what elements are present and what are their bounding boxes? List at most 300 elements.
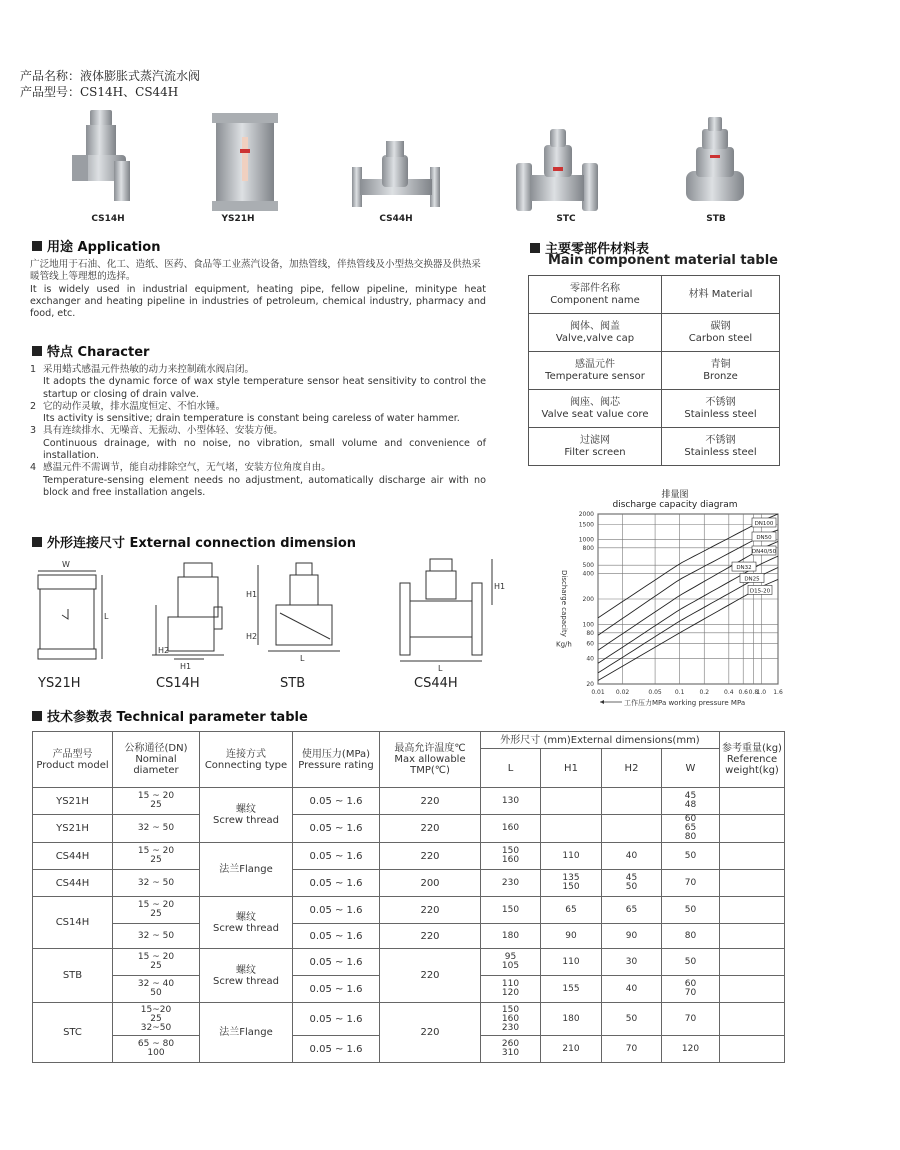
cell-line: 110	[501, 979, 520, 989]
cell-line: 105	[501, 961, 520, 971]
table-cell: 青铜 Bronze	[662, 352, 780, 390]
cell-text: YS21H	[56, 823, 89, 834]
cell-l	[481, 976, 541, 1003]
cell-pressure	[293, 1036, 380, 1063]
product-label-cs14h: CS14H	[91, 214, 125, 224]
cell-dn	[113, 870, 200, 897]
dim-mark-h2: H2	[158, 646, 170, 655]
materials-heading-en: Main component material table	[548, 253, 778, 268]
cell-line: 150	[501, 904, 520, 915]
cell-model	[33, 788, 113, 815]
series-line	[598, 556, 778, 663]
table-row	[529, 276, 780, 314]
dim-mark-l-stb: L	[300, 654, 305, 663]
ys21h-photo	[212, 113, 278, 211]
dim-mark-h2-stb: H2	[246, 632, 258, 641]
dim-mark-w: W	[62, 560, 70, 569]
cell-l	[481, 1003, 541, 1036]
table-cell: 阀座、阀芯 Valve seat value core	[529, 390, 662, 428]
col-header-model: 产品型号 Product model	[33, 732, 113, 788]
cell-tmp	[380, 1003, 481, 1063]
cell-text: 220	[420, 1027, 440, 1038]
cell-line: 70	[684, 988, 697, 998]
cell-line: 150	[562, 882, 580, 892]
cell-h2	[602, 924, 662, 949]
cell-weight	[720, 870, 785, 897]
table-row	[33, 815, 785, 843]
dim-mark-h-cs44h: H1	[494, 582, 506, 591]
cell-h1	[541, 870, 602, 897]
col-header-dims: 外形尺寸 (mm)External dimensions(mm)	[481, 732, 720, 749]
cell-line: 65	[684, 823, 697, 833]
material-table	[528, 275, 780, 466]
x-axis-label: 工作压力MPa working pressure MPa	[624, 699, 746, 707]
conn-flange: 法兰Flange	[219, 864, 273, 875]
conn-en: Screw thread	[212, 975, 280, 987]
cell-pressure	[293, 976, 380, 1003]
cell-line: 25	[150, 855, 162, 865]
cell-text: CS14H	[55, 917, 90, 928]
cell-line: 180	[562, 1013, 580, 1024]
cell-h2	[602, 949, 662, 976]
conn-cn: 螺纹	[236, 964, 256, 976]
cell-dn	[113, 924, 200, 949]
cell-line: 60	[684, 814, 697, 824]
cell-w	[662, 897, 720, 924]
cell-tmp	[380, 870, 481, 897]
cell-weight	[720, 788, 785, 815]
cell-line: 40	[625, 983, 638, 994]
cell-model	[33, 897, 113, 949]
cell-line: 15 ~ 20	[137, 900, 175, 910]
table-header-row	[33, 732, 785, 749]
cell-l	[481, 815, 541, 843]
cell-l	[481, 870, 541, 897]
cell-h1	[541, 788, 602, 815]
col-header-h2: H2	[602, 749, 662, 788]
table-row	[33, 788, 785, 815]
cell-h2	[602, 870, 662, 897]
cell-line: 32 ~ 50	[137, 877, 175, 888]
cell-tmp	[380, 924, 481, 949]
character-list	[30, 364, 486, 499]
y-tick-label: 400	[582, 570, 594, 578]
table-row	[529, 390, 780, 428]
cell-text: STB	[62, 970, 83, 981]
cell-h1	[541, 1036, 602, 1063]
cell-tmp	[380, 788, 481, 815]
cell-line: 48	[684, 800, 697, 810]
drawing-label-stb: STB	[280, 676, 306, 691]
x-tick-label: 0.6	[738, 689, 748, 696]
x-tick-label: 0.2	[699, 689, 710, 696]
table-row	[33, 870, 785, 897]
product-label-stb: STB	[706, 214, 726, 224]
cell-text: STC	[63, 1027, 82, 1038]
cell-line: 180	[501, 930, 520, 941]
cell-line: 32 ~ 50	[137, 823, 175, 833]
cell-line: 25	[150, 1013, 162, 1024]
cell-line: 50	[625, 1013, 638, 1024]
cell-line: 210	[562, 1043, 580, 1054]
cell-model	[33, 843, 113, 870]
cell-line: 130	[501, 795, 520, 806]
table-cell: 不锈钢 Stainless steel	[662, 428, 780, 466]
cell-h2	[602, 976, 662, 1003]
cell-h2	[602, 897, 662, 924]
cell-dn	[113, 897, 200, 924]
drawing-label-cs14h: CS14H	[156, 676, 200, 691]
cell-text: 0.05 ~ 1.6	[309, 930, 363, 942]
cell-line: 15 ~ 20	[137, 952, 175, 962]
x-tick-label: 0.05	[648, 689, 662, 696]
cell-text: 220	[420, 795, 440, 807]
cell-weight	[720, 924, 785, 949]
table-cell: 碳钢 Carbon steel	[662, 314, 780, 352]
character-item: 4 感温元件不需调节，能自动排除空气，无气堵，安装方位角度自由。 Temperature-sensing element needs no adjustment, automatically discharge air with no block and free installation angels.	[30, 462, 486, 498]
cell-line: 310	[501, 1048, 520, 1058]
cell-text: 0.05 ~ 1.6	[309, 956, 363, 968]
table-row	[33, 924, 785, 949]
cell-w	[662, 976, 720, 1003]
product-photo-strip	[70, 105, 790, 230]
cell-model	[33, 815, 113, 843]
cell-pressure	[293, 924, 380, 949]
cell-line: 25	[150, 800, 162, 810]
bullet-square-icon	[32, 711, 42, 721]
x-tick-label: 0.4	[724, 689, 734, 696]
table-cell: 不锈钢 Stainless steel	[662, 390, 780, 428]
cell-model	[33, 1003, 113, 1063]
cell-line: 80	[684, 930, 697, 941]
cell-line: 65 ~ 80	[137, 1039, 175, 1049]
cell-dn	[113, 843, 200, 870]
table-row	[529, 428, 780, 466]
cs44h-photo	[352, 141, 440, 207]
product-model-line: 产品型号：CS14H、CS44H	[20, 85, 179, 99]
character-item: 1 采用蜡式感温元件热敏的动力来控制疏水阀启闭。 It adopts the dynamic force of wax style temperature sensor heat sensitivity to control the startup or closing of drain valve.	[30, 364, 486, 400]
series-label: DN100	[754, 521, 774, 527]
table-cell: 材料 Material	[662, 276, 780, 314]
cell-line: 120	[501, 988, 520, 998]
cell-text: CS44H	[55, 877, 90, 889]
y-tick-label: 1500	[578, 521, 594, 529]
cell-l	[481, 897, 541, 924]
stb-photo	[686, 117, 744, 201]
cell-line: 45	[625, 873, 638, 883]
dim-mark-l: L	[104, 612, 109, 621]
cell-connection	[200, 843, 293, 897]
cs44h-drawing	[400, 559, 492, 661]
cell-dn	[113, 976, 200, 1003]
product-name-line: 产品名称：液体膨胀式蒸汽流水阀	[20, 69, 201, 83]
cell-text: 220	[420, 904, 440, 916]
table-cell: 过滤网 Filter screen	[529, 428, 662, 466]
ys21h-drawing	[38, 571, 102, 659]
cell-weight	[720, 1036, 785, 1063]
cell-text: 220	[420, 970, 440, 981]
technical-heading: 技术参数表 Technical parameter table	[32, 706, 308, 725]
cell-line: 100	[147, 1048, 165, 1058]
product-label-stc: STC	[556, 214, 576, 224]
cell-line: 150	[501, 1004, 520, 1015]
cell-weight	[720, 1003, 785, 1036]
col-header-h1: H1	[541, 749, 602, 788]
cell-line: 70	[625, 1043, 638, 1054]
cell-dn	[113, 1036, 200, 1063]
series-line	[598, 568, 778, 673]
application-heading: 用途 Application	[32, 236, 160, 255]
cell-h2	[602, 1003, 662, 1036]
cell-line: 230	[501, 1022, 520, 1033]
x-tick-label: 0.02	[615, 689, 630, 696]
cell-pressure	[293, 843, 380, 870]
cell-text: 0.05 ~ 1.6	[309, 983, 363, 995]
cell-weight	[720, 843, 785, 870]
cell-w	[662, 815, 720, 843]
table-cell: 零部件名称 Component name	[529, 276, 662, 314]
table-row	[33, 843, 785, 870]
cell-pressure	[293, 815, 380, 843]
cell-line: 65	[625, 904, 638, 915]
cell-line: 50	[684, 850, 697, 861]
y-tick-label: 20	[586, 681, 594, 688]
bullet-square-icon	[530, 243, 540, 253]
cell-l	[481, 949, 541, 976]
cell-line: 110	[562, 850, 580, 861]
x-tick-label: 1.0	[756, 689, 767, 696]
y-tick-label: 200	[582, 596, 594, 603]
table-row	[529, 352, 780, 390]
table-row	[529, 314, 780, 352]
cell-line: 90	[565, 930, 577, 941]
drawing-label-cs44h: CS44H	[414, 676, 458, 691]
cell-w	[662, 870, 720, 897]
x-tick-label: 0.1	[674, 689, 685, 696]
cell-weight	[720, 815, 785, 843]
table-row	[33, 949, 785, 976]
series-line	[598, 542, 778, 651]
arrow-head-icon	[600, 700, 604, 704]
chart-title-block	[560, 490, 790, 510]
cell-line: 160	[501, 823, 520, 833]
cell-line: 45	[684, 791, 697, 801]
cell-line: 90	[625, 930, 638, 941]
x-tick-label: 1.6	[773, 689, 783, 696]
character-item: 3 具有连续排水、无噪音、无振动、小型体轻、安装方便。 Continuous drainage, with no noise, no vibration, small volume and convenience of installation.	[30, 425, 486, 462]
y-tick-label: 40	[586, 655, 594, 663]
table-row	[33, 1003, 785, 1036]
cell-line: 32~50	[140, 1022, 172, 1033]
col-header-weight: 参考重量(kg) Reference weight(kg)	[720, 732, 785, 788]
cell-text: 0.05 ~ 1.6	[309, 850, 363, 862]
y-tick-label: 2000	[578, 511, 594, 518]
cell-dn	[113, 1003, 200, 1036]
dimension-drawings	[28, 555, 508, 675]
cell-line: 25	[150, 909, 162, 919]
cell-line: 160	[501, 1013, 520, 1024]
cell-line: 50	[684, 956, 697, 967]
cell-text: 0.05 ~ 1.6	[309, 1043, 363, 1055]
series-label: DN40/50	[751, 549, 777, 555]
stb-drawing	[258, 563, 340, 651]
cell-text: 0.05 ~ 1.6	[309, 823, 363, 834]
application-en: It is widely used in industrial equipment, heating pipe, fellow pipeline, minitype heat exchanger and heating pipeline in industries of petroleum, chemical industry, pharmacy and food, etc.	[30, 283, 486, 320]
y-tick-label: 800	[582, 544, 594, 552]
cell-weight	[720, 949, 785, 976]
cell-text: 220	[420, 930, 440, 942]
cell-line: 95	[504, 952, 517, 962]
cell-l	[481, 788, 541, 815]
cell-w	[662, 843, 720, 870]
col-header-pressure: 使用压力(MPa) Pressure rating	[293, 732, 380, 788]
cell-line: 40	[625, 850, 638, 861]
dim-mark-h1: H1	[180, 662, 192, 671]
dim-mark-h1-stb: H1	[246, 590, 258, 599]
col-header-dn: 公称通径(DN) Nominal diameter	[113, 732, 200, 788]
product-label-ys21h: YS21H	[221, 214, 255, 224]
cell-line: 32 ~ 50	[137, 930, 175, 941]
cell-l	[481, 843, 541, 870]
cell-line: 32 ~ 40	[137, 979, 175, 989]
cs14h-drawing	[152, 563, 224, 659]
cell-line: 15 ~ 20	[137, 791, 175, 801]
cell-line: 50	[625, 882, 638, 892]
bullet-square-icon	[32, 241, 42, 251]
cell-weight	[720, 897, 785, 924]
col-header-tmp: 最高允许温度℃ Max allowable TMP(℃)	[380, 732, 481, 788]
y-tick-label: 80	[586, 629, 594, 637]
cell-line: 70	[684, 1013, 697, 1024]
character-item: 2 它的动作灵敏，排水温度恒定、不怕水锤。 Its activity is sensitive; drain temperature is constant being careless of water hammer.	[30, 400, 460, 425]
cell-h2	[602, 843, 662, 870]
x-tick-label: 0.8	[748, 689, 759, 696]
materials-heading: 主要零部件材料表	[530, 238, 649, 257]
table-cell: 感温元件 Temperature sensor	[529, 352, 662, 390]
cell-line: 50	[150, 988, 162, 998]
cell-connection	[200, 949, 293, 1003]
cell-line: 155	[562, 983, 580, 994]
cell-dn	[113, 788, 200, 815]
cell-l	[481, 924, 541, 949]
cell-w	[662, 924, 720, 949]
cell-w	[662, 949, 720, 976]
cell-text: 0.05 ~ 1.6	[309, 795, 363, 807]
cell-line: 15~20	[140, 1004, 172, 1015]
series-label: DN32	[736, 565, 752, 572]
cell-line: 120	[681, 1043, 700, 1054]
application-text	[30, 259, 486, 320]
cell-line: 65	[565, 904, 577, 915]
cell-text: 220	[420, 823, 440, 834]
cell-tmp	[380, 843, 481, 870]
cell-h1	[541, 949, 602, 976]
chart-title: 排量图	[661, 490, 689, 500]
cell-line: 50	[684, 904, 697, 915]
cell-text: 0.05 ~ 1.6	[309, 1013, 363, 1025]
cell-w	[662, 1003, 720, 1036]
cell-text: CS44H	[55, 850, 90, 862]
cell-pressure	[293, 870, 380, 897]
cell-line: 160	[501, 855, 520, 865]
y-axis-unit: Kg/h	[556, 640, 572, 649]
bullet-square-icon	[32, 537, 42, 547]
x-tick-label: 0.01	[591, 689, 605, 696]
dim-mark-l-cs44h: L	[438, 664, 443, 673]
cell-line: 230	[501, 877, 520, 888]
cell-tmp	[380, 815, 481, 843]
cell-line: 25	[150, 961, 162, 971]
cs14h-photo	[72, 110, 130, 201]
cell-dn	[113, 815, 200, 843]
y-tick-label: 1000	[578, 536, 594, 544]
cell-h1	[541, 1003, 602, 1036]
dimension-heading: 外形连接尺寸 External connection dimension	[32, 532, 356, 551]
cell-pressure	[293, 949, 380, 976]
cell-line: 15 ~ 20	[137, 846, 175, 856]
cell-h1	[541, 976, 602, 1003]
product-label-cs44h: CS44H	[379, 214, 413, 224]
application-cn: 广泛地用于石油、化工、造纸、医药、食品等工业蒸汽设备，加热管线，伴热管线及小型热交换器及供热采暖管线上等理想的选择。	[30, 259, 481, 283]
cell-h2	[602, 1036, 662, 1063]
chart-subtitle: discharge capacity diagram	[612, 500, 738, 510]
y-axis-label: Discharge capacity	[560, 570, 568, 637]
cell-weight	[720, 976, 785, 1003]
cell-connection	[200, 788, 293, 843]
cell-connection	[200, 1003, 293, 1063]
cell-text: 220	[420, 850, 440, 862]
cell-pressure	[293, 1003, 380, 1036]
cell-line: 260	[501, 1039, 520, 1049]
col-header-l: L	[481, 749, 541, 788]
cell-text: 0.05 ~ 1.6	[309, 904, 363, 916]
table-cell: 阀体、阀盖 Valve,valve cap	[529, 314, 662, 352]
cell-text: YS21H	[56, 795, 89, 807]
bullet-square-icon	[32, 346, 42, 356]
cell-h1	[541, 815, 602, 843]
col-header-w: W	[662, 749, 720, 788]
cell-line: 30	[625, 956, 638, 967]
conn-cn: 螺纹	[236, 804, 256, 815]
cell-dn	[113, 949, 200, 976]
series-label: DN25	[744, 576, 760, 583]
cell-text: 0.05 ~ 1.6	[309, 877, 363, 889]
series-label: DN50	[756, 535, 772, 541]
conn-cn: 螺纹	[236, 911, 256, 923]
cell-h2	[602, 815, 662, 843]
cell-h1	[541, 897, 602, 924]
cell-h1	[541, 843, 602, 870]
cell-pressure	[293, 897, 380, 924]
cell-line: 80	[684, 832, 697, 842]
cell-text: 200	[420, 877, 440, 889]
y-tick-label: 60	[586, 640, 594, 648]
cell-h2	[602, 788, 662, 815]
col-header-conn: 连接方式 Connecting type	[200, 732, 293, 788]
cell-h1	[541, 924, 602, 949]
y-tick-label: 100	[582, 621, 594, 629]
y-tick-label: 500	[582, 562, 594, 570]
cell-model	[33, 949, 113, 1003]
cell-line: 70	[684, 877, 697, 888]
character-heading: 特点 Character	[32, 341, 149, 360]
table-row	[33, 897, 785, 924]
cell-line: 60	[684, 979, 697, 989]
discharge-chart	[550, 510, 790, 710]
cell-l	[481, 1036, 541, 1063]
cell-w	[662, 1036, 720, 1063]
cell-tmp	[380, 897, 481, 924]
